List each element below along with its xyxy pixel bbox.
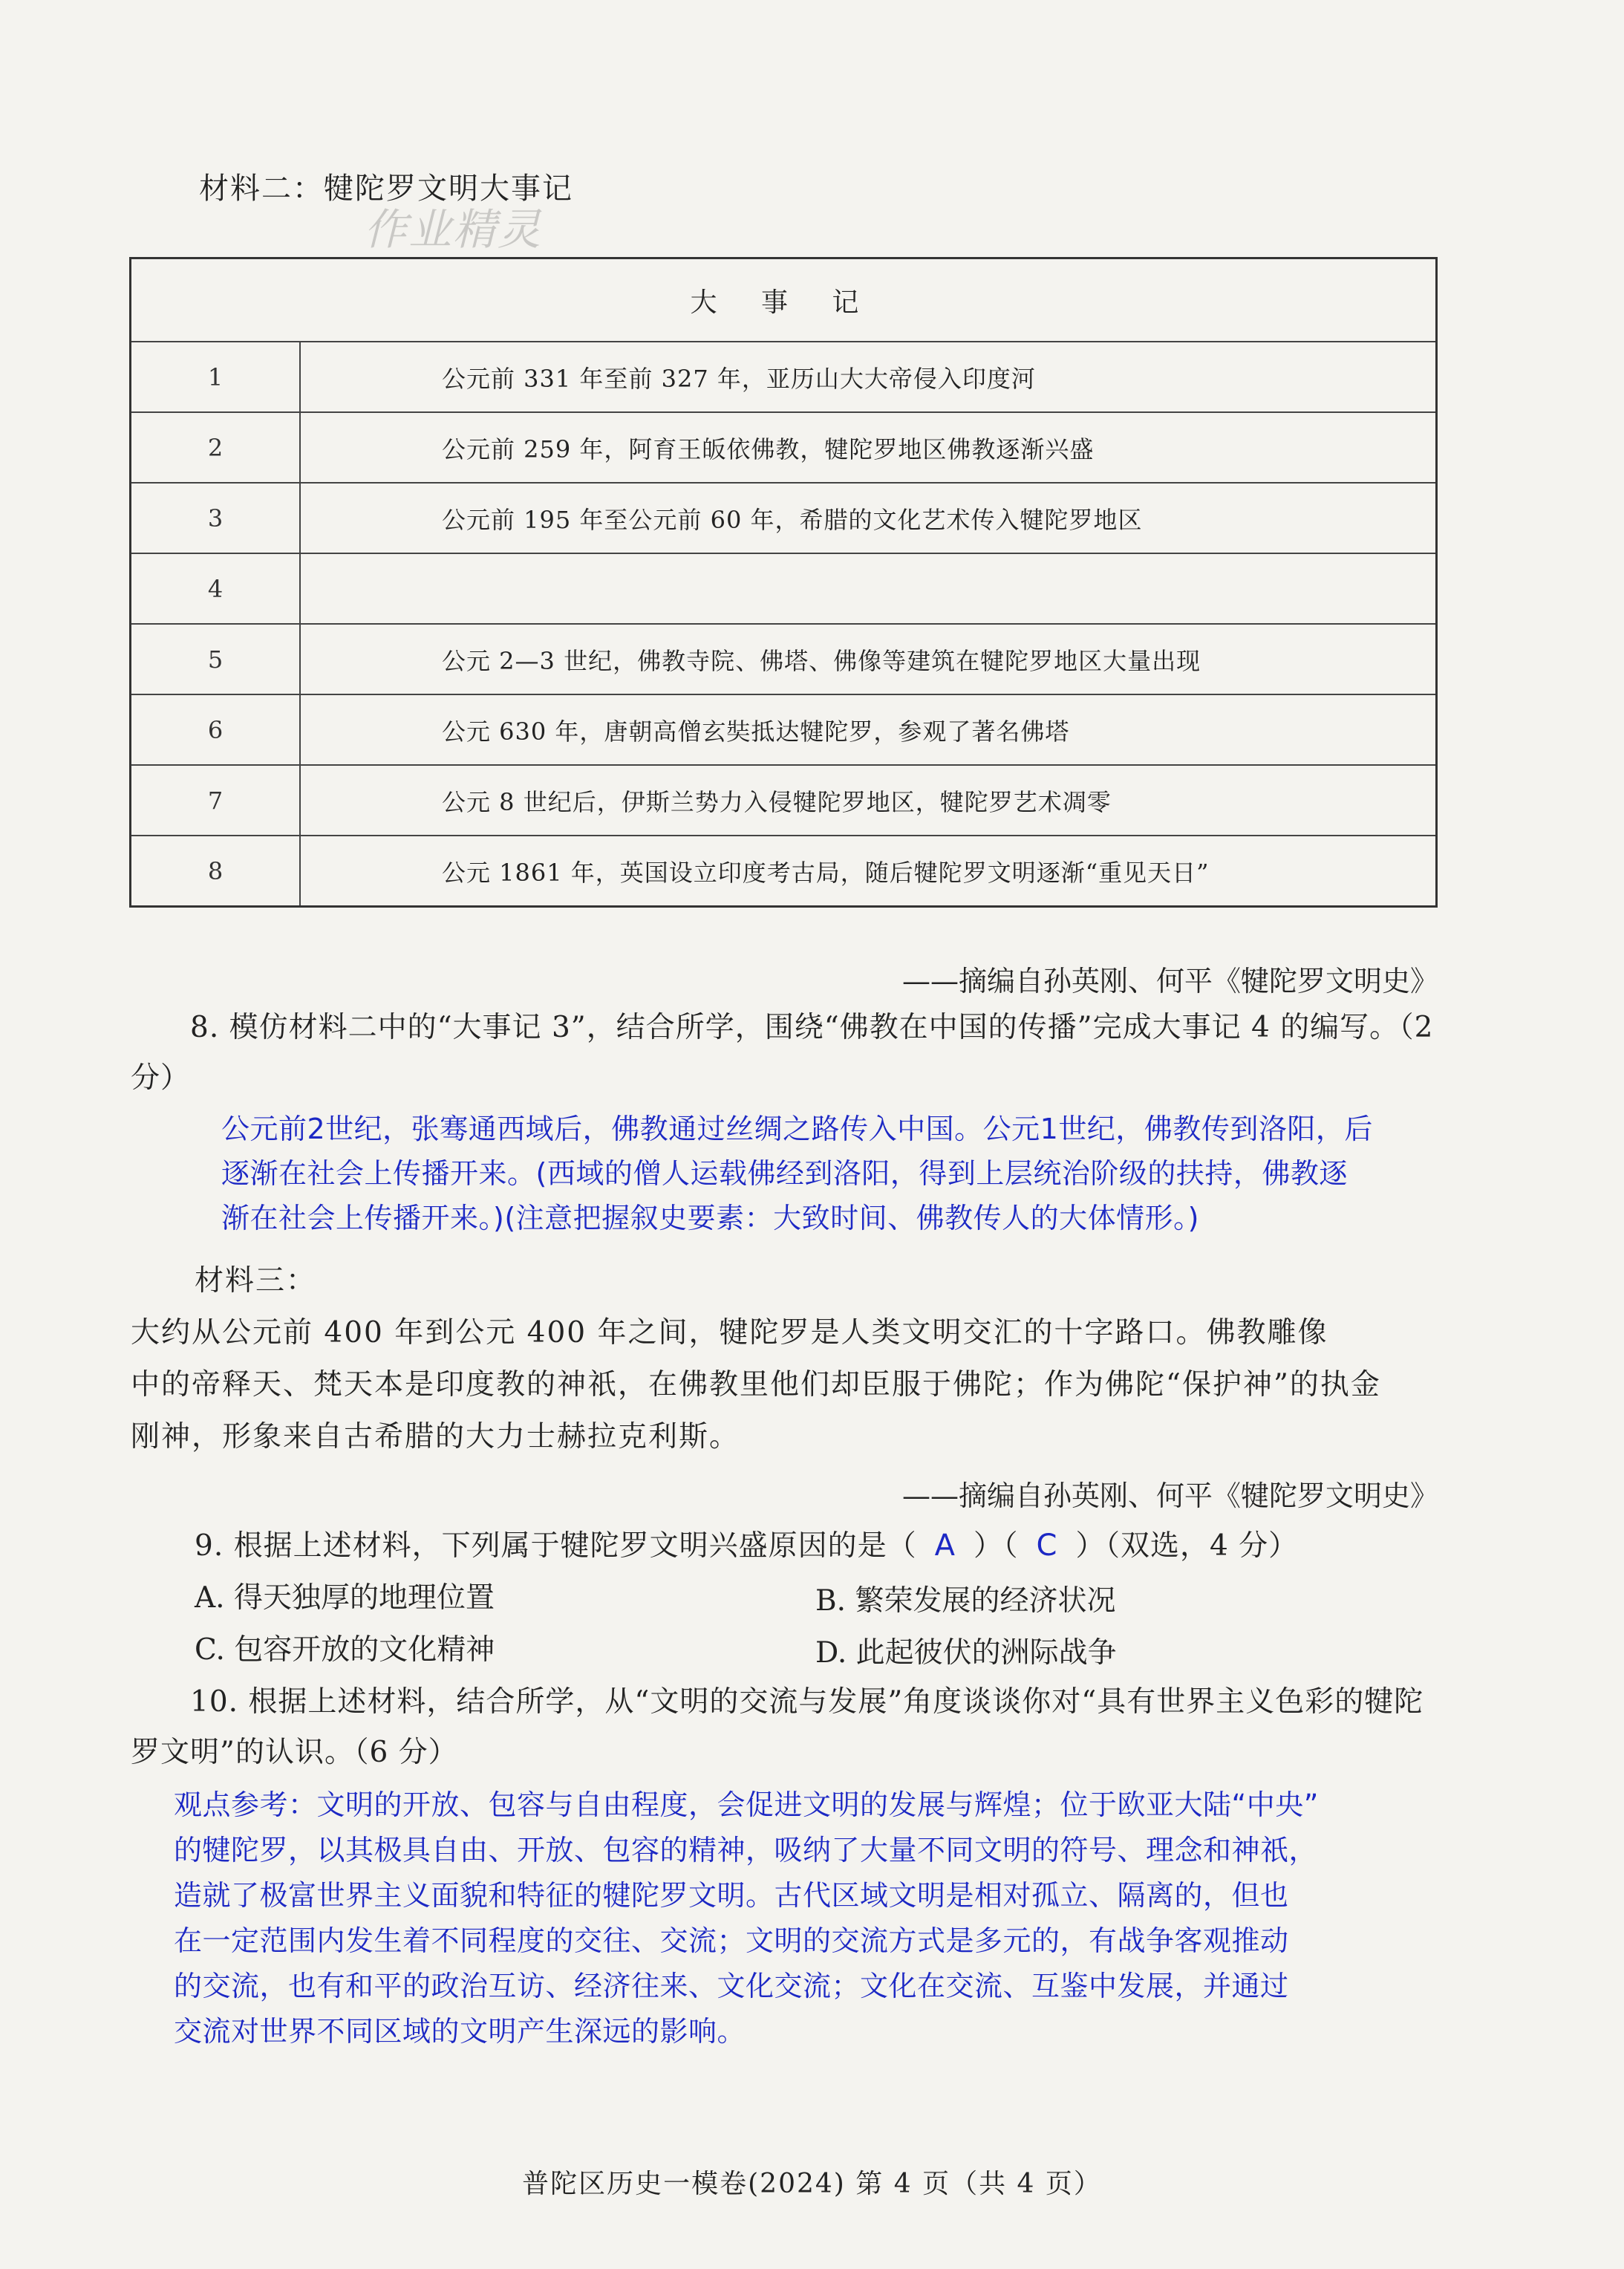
q9-answer-2: C	[1036, 1529, 1058, 1563]
row-number: 1	[131, 342, 301, 412]
material2-source: ——摘编自孙英刚、何平《犍陀罗文明史》	[901, 965, 1438, 997]
table-row	[131, 412, 1437, 483]
table-row	[131, 836, 1437, 907]
answer-10-line: 观点参考：文明的开放、包容与自由程度，会促进文明的发展与辉煌；位于欧亚大陆“中央”	[174, 1788, 1319, 1821]
answer-10-line: 在一定范围内发生着不同程度的交往、交流；文明的交流方式是多元的，有战争客观推动	[174, 1924, 1289, 1957]
material3-line: 大约从公元前 400 年到公元 400 年之间，犍陀罗是人类文明交汇的十字路口。佛教雕像	[131, 1316, 1328, 1350]
answer-10-line: 交流对世界不同区域的文明产生深远的影响。	[174, 2015, 746, 2048]
table-row	[131, 624, 1437, 694]
material3-heading: 材料三：	[195, 1264, 317, 1298]
table-header: 大 事 记	[131, 258, 1437, 342]
q9-suffix: ）（双选，4 分）	[1075, 1529, 1299, 1563]
material3-line: 中的帝释天、梵天本是印度教的神祇，在佛教里他们却臣服于佛陀；作为佛陀“保护神”的执金	[131, 1368, 1381, 1402]
row-number: 6	[131, 694, 301, 765]
answer-10-line: 造就了极富世界主义面貌和特征的犍陀罗文明。古代区域文明是相对孤立、隔离的，但也	[174, 1879, 1289, 1912]
row-event: 公元 8 世纪后，伊斯兰势力入侵犍陀罗地区，犍陀罗艺术凋零	[300, 765, 1437, 836]
answer-8-line: 公元前2世纪，张骞通西域后，佛教通过丝绸之路传入中国。公元1世纪，佛教传到洛阳，后	[221, 1113, 1373, 1145]
answer-10	[174, 1783, 1510, 2054]
option-c: C. 包容开放的文化精神	[195, 1633, 495, 1667]
answer-10-line: 的交流，也有和平的政治互访、经济往来、文化交流；文化在交流、互鉴中发展，并通过	[174, 1970, 1289, 2002]
row-number: 7	[131, 765, 301, 836]
row-event: 公元前 331 年至前 327 年，亚历山大大帝侵入印度河	[300, 342, 1437, 412]
row-event: 公元 2—3 世纪，佛教寺院、佛塔、佛像等建筑在犍陀罗地区大量出现	[300, 624, 1437, 694]
question-8: 8. 模仿材料二中的“大事记 3”，结合所学，围绕“佛教在中国的传播”完成大事记 4 的编写。（2 分）	[131, 1011, 1434, 1095]
question-10: 10. 根据上述材料，结合所学，从“文明的交流与发展”角度谈谈你对“具有世界主义色彩的犍陀罗文明”的认识。（6 分）	[131, 1685, 1424, 1769]
page-footer: 普陀区历史一模卷(2024) 第 4 页（共 4 页）	[522, 2169, 1102, 2199]
table-row	[131, 342, 1437, 412]
row-event: 公元前 195 年至公元前 60 年，希腊的文化艺术传入犍陀罗地区	[300, 483, 1437, 553]
option-d: D. 此起彼伏的洲际战争	[815, 1636, 1117, 1670]
question-9	[195, 1523, 1298, 1564]
answer-8-line: 逐渐在社会上传播开来。(西域的僧人运载佛经到洛阳，得到上层统治阶级的扶持，佛教逐	[221, 1157, 1348, 1190]
row-number: 2	[131, 412, 301, 483]
answer-10-line: 的犍陀罗，以其极具自由、开放、包容的精神，吸纳了大量不同文明的符号、理念和神祇，	[174, 1834, 1318, 1866]
table-row	[131, 765, 1437, 836]
answer-8	[221, 1107, 1558, 1240]
watermark-logo: 作业精灵	[364, 204, 543, 255]
events-table	[129, 257, 1438, 908]
q9-prefix: 9. 根据上述材料，下列属于犍陀罗文明兴盛原因的是（	[195, 1529, 917, 1563]
row-number: 5	[131, 624, 301, 694]
row-number: 8	[131, 836, 301, 907]
row-number: 4	[131, 553, 301, 624]
material3-text	[131, 1307, 1467, 1463]
row-event: 公元 1861 年，英国设立印度考古局，随后犍陀罗文明逐渐“重见天日”	[300, 836, 1437, 907]
option-b: B. 繁荣发展的经济状况	[815, 1584, 1116, 1618]
material3-source: ——摘编自孙英刚、何平《犍陀罗文明史》	[901, 1479, 1438, 1512]
row-event: 公元 630 年，唐朝高僧玄奘抵达犍陀罗，参观了著名佛塔	[300, 694, 1437, 765]
row-event	[300, 553, 1437, 624]
row-number: 3	[131, 483, 301, 553]
material3-line: 刚神，形象来自古希腊的大力士赫拉克利斯。	[131, 1420, 740, 1453]
option-a: A. 得天独厚的地理位置	[195, 1581, 495, 1615]
row-event: 公元前 259 年，阿育王皈依佛教，犍陀罗地区佛教逐渐兴盛	[300, 412, 1437, 483]
table-row	[131, 483, 1437, 553]
q9-answer-1: A	[934, 1529, 956, 1563]
q9-mid: ）（	[973, 1529, 1019, 1563]
table-row	[131, 553, 1437, 624]
table-row	[131, 694, 1437, 765]
answer-8-line: 渐在社会上传播开来。)(注意把握叙史要素：大致时间、佛教传人的大体情形。)	[221, 1202, 1199, 1234]
material2-heading: 材料二：犍陀罗文明大事记	[199, 172, 573, 206]
